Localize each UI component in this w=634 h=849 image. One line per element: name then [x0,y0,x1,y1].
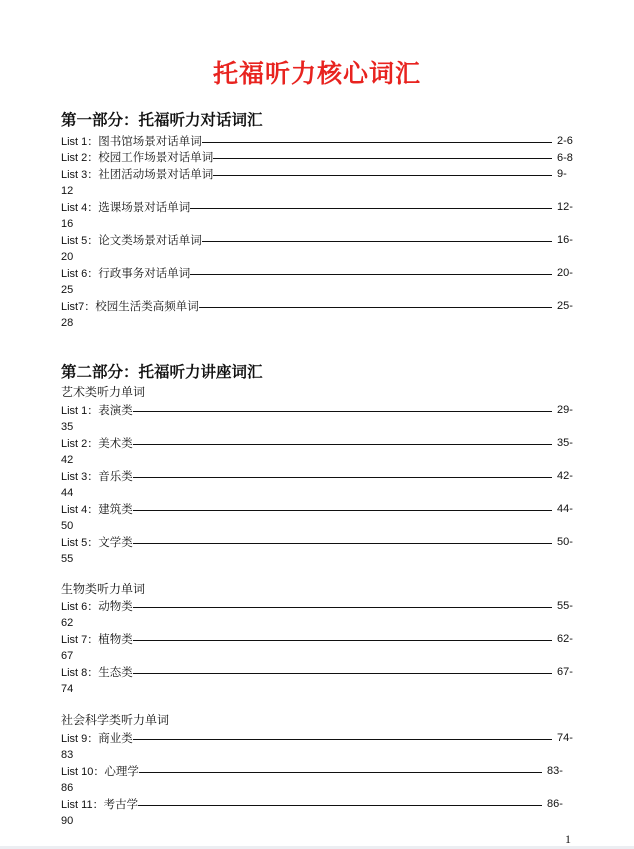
toc-entry[interactable] [61,796,571,829]
toc-page-range-start: 20- [557,267,573,279]
toc-list-name: 校园工作场景对话单词 [98,150,214,164]
toc-list-number: List 3： [61,168,99,181]
toc-list-name: 论文类场景对话单词 [98,232,202,247]
dot-leader [133,739,552,740]
toc-list-number: List 11： [61,798,104,811]
toc-list-number: List 1： [61,135,99,148]
toc-page-range-end: 44 [61,486,74,499]
toc-entry-label [61,298,199,316]
toc-entry-label [61,664,133,682]
dot-leader [133,607,552,608]
toc-list-name: 动物类 [98,598,133,613]
dot-leader [202,142,552,143]
toc-entry-label [61,232,202,250]
toc-entry[interactable] [61,199,581,232]
toc-page-range-start: 83- [547,765,563,777]
toc-entry[interactable] [61,468,581,501]
toc-entry-label [61,166,213,184]
toc-entry[interactable] [61,664,581,697]
toc-page-range-start: 16- [557,234,573,246]
toc-list-name: 考古学 [103,796,139,811]
toc-page-range-end: 62 [61,616,74,629]
toc-entry[interactable] [61,598,581,631]
toc-page-range-end: 42 [61,453,74,466]
toc-list-name: 表演类 [98,402,133,417]
toc-entry-label [61,730,133,748]
toc-entry[interactable] [61,133,581,150]
toc-list-number: List 9： [61,732,99,745]
toc-page-range-end: 35 [61,420,74,433]
toc-page-range-start: 67- [557,666,573,678]
toc-page-range-start: 74- [557,732,573,744]
toc-page-range-start: 12- [557,201,573,213]
dot-leader [213,175,552,176]
toc-list-name: 音乐类 [98,468,133,483]
toc-list-name: 文学类 [98,534,133,549]
toc-entry-label [61,265,190,283]
toc-entry[interactable] [61,435,581,468]
toc-entry-label [61,534,133,552]
dot-leader [199,307,552,308]
toc-list-number: List 2： [61,152,99,164]
toc-page-range-start: 25- [557,300,573,312]
document-title: 托福听力核心词汇 [212,59,421,88]
dot-leader [133,543,552,544]
part1-heading: 第一部分：托福听力对话词汇 [61,111,263,129]
toc-entry[interactable] [61,402,581,435]
toc-page-range-end: 25 [61,283,74,296]
toc-page-range-start: 29- [557,404,573,416]
dot-leader [133,640,552,641]
toc-entry[interactable] [61,166,581,199]
dot-leader [190,208,552,209]
toc-page-range-start: 86- [547,798,563,810]
dot-leader [133,444,552,445]
dot-leader [190,274,552,275]
toc-entry[interactable] [61,631,581,664]
toc-page-range-end: 28 [61,316,74,329]
toc-list-number: List 6： [61,267,99,280]
toc-entry-label [61,133,202,151]
toc-entry-label [61,149,213,167]
dot-leader [133,673,552,674]
toc-list-name: 社团活动场景对话单词 [98,166,214,181]
toc-list-name: 行政事务对话单词 [98,265,191,280]
part2-heading: 第二部分：托福听力讲座词汇 [61,363,263,381]
toc-entry-label [61,435,133,453]
dot-leader [133,477,552,478]
toc-page-range-start: 44- [557,503,573,515]
toc-page-range-end: 12 [61,184,74,197]
toc-page-range-start: 9- [557,168,567,180]
toc-page-range-start: 50- [557,536,573,548]
dot-leader [133,411,552,412]
group-heading-social-science: 社会科学类听力单词 [61,713,170,727]
toc-page-range-end: 16 [61,217,74,230]
toc-page-range-end: 86 [61,781,74,794]
toc-entry-label [61,796,138,814]
toc-list-name: 选课场景对话单词 [98,199,191,214]
toc-page-range-start: 62- [557,633,573,645]
dot-leader [213,158,552,159]
dot-leader [139,772,542,773]
toc-entry[interactable] [61,298,581,331]
toc-list-name: 图书馆场景对话单词 [98,133,202,148]
toc-list-name: 生态类 [98,664,133,679]
toc-list-number: List 3： [61,470,99,483]
toc-list-number: List 8： [61,666,99,679]
toc-page-range-end: 67 [61,649,74,662]
toc-list-name: 建筑类 [98,501,133,516]
toc-list-name: 植物类 [98,631,133,646]
group-heading-arts: 艺术类听力单词 [61,385,146,399]
group-heading-biology: 生物类听力单词 [61,582,146,596]
toc-entry-label [61,501,133,519]
toc-page-range-start: 42- [557,470,573,482]
toc-list-number: List 7： [61,633,99,646]
toc-page-range-end: 20 [61,250,74,263]
toc-entry-label [61,763,139,781]
toc-page-range: 2-6 [557,135,573,147]
toc-page-range-end: 55 [61,552,74,565]
toc-page-range-start: 55- [557,600,573,612]
dot-leader [133,510,552,511]
toc-entry[interactable] [61,763,571,796]
toc-page-range-end: 90 [61,814,74,827]
toc-entry[interactable] [61,150,581,167]
toc-list-number: List 10： [61,765,105,778]
toc-page-range-end: 50 [61,519,74,532]
toc-entry[interactable] [61,730,581,763]
toc-list-name: 美术类 [98,435,133,450]
toc-entry-label [61,631,133,649]
toc-list-number: List 4： [61,503,99,516]
toc-entry-label [61,199,190,217]
toc-list-name: 商业类 [98,730,133,745]
toc-list-number: List 1： [61,404,99,417]
toc-list-number: List 2： [61,437,99,450]
page-number: 1 [565,832,571,846]
toc-list-number: List 4： [61,201,99,214]
dot-leader [138,805,542,806]
toc-list-number: List 5： [61,234,99,247]
toc-list-number: List 5： [61,536,99,549]
toc-page-range: 6-8 [557,151,573,164]
toc-list-name: 校园生活类高频单词 [95,298,199,313]
toc-page-range-end: 74 [61,682,74,695]
toc-entry[interactable] [61,232,581,265]
toc-page-range-start: 35- [557,437,573,449]
toc-entry[interactable] [61,265,581,298]
toc-list-number: List7： [61,300,96,313]
toc-list-number: List 6： [61,600,99,613]
toc-entry[interactable] [61,501,581,534]
toc-entry-label [61,402,133,420]
toc-entry-label [61,468,133,486]
toc-entry-label [61,598,133,616]
toc-page-range-end: 83 [61,748,74,761]
dot-leader [202,241,552,242]
toc-entry[interactable] [61,534,581,567]
toc-list-name: 心理学 [104,763,139,778]
